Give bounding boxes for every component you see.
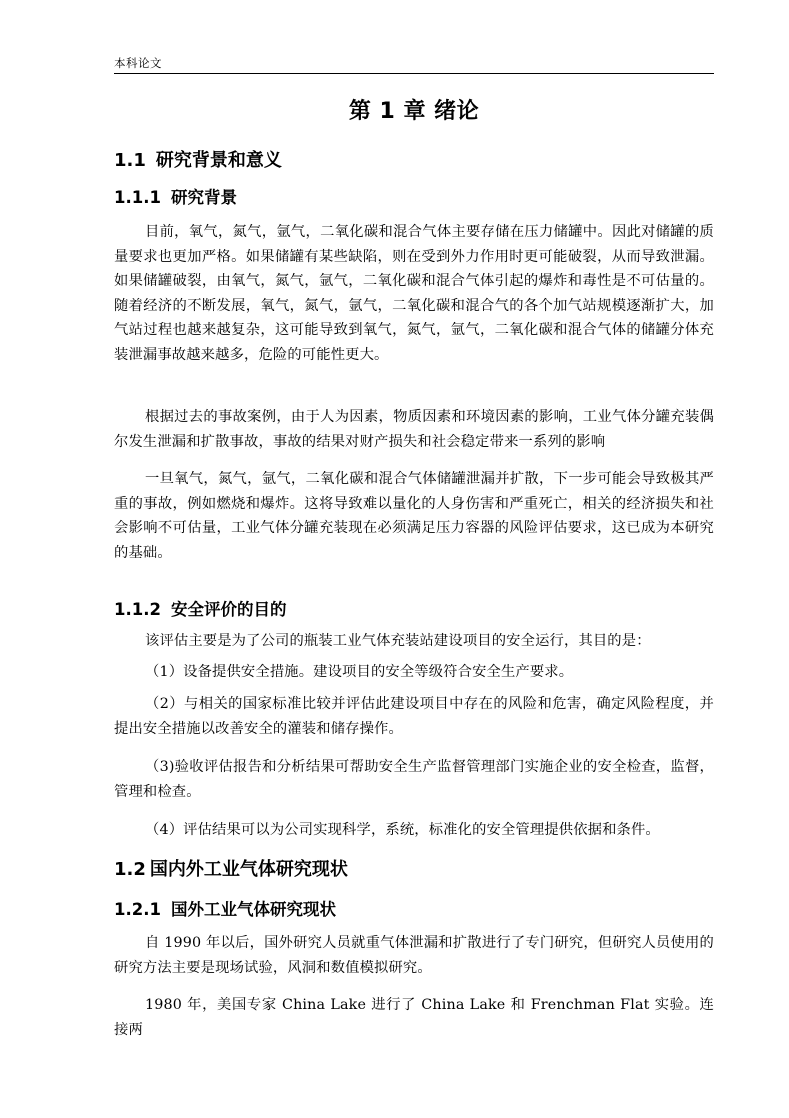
section-heading-1-1 — [114, 146, 282, 172]
subsection-title: 国外工业气体研究现状 — [170, 900, 336, 919]
subsection-heading-1-1-1 — [114, 184, 237, 208]
paragraph-purpose-intro: 该评估主要是为了公司的瓶装工业气体充装站建设项目的安全运行，其目的是： — [145, 633, 651, 649]
subsection-number: 1.1.2 — [114, 600, 161, 619]
list-item-purpose-3: （3)验收评估报告和分析结果可帮助安全生产监督管理部门实施企业的安全检查，监督，管理和检查。 — [114, 759, 714, 800]
section-title: 研究背景和意义 — [155, 150, 282, 171]
paragraph-background-1: 目前，氧气，氮气，氩气，二氧化碳和混合气体主要存储在压力储罐中。因此对储罐的质量要求也更加严格。如果储罐有某些缺陷，则在受到外力作用时更可能破裂，从而导致泄漏。如果储罐破裂，由氧气，氮气，氩气，二氧化碳和混合气体引起的爆炸和毒性是不可估量的。随着经济的不断发展，氧气，氮气，氩气，二氧化碳和混合气的各个加气站规模逐渐扩大，加气站过程也越来越复杂，这可能导致到氧气，氮气，氩气，二氧化碳和混合气体的储罐分体充装泄漏事故越来越多，危险的可能性更大。 — [114, 224, 714, 363]
list-item-purpose-2: （2）与相关的国家标准比较并评估此建设项目中存在的风险和危害，确定风险程度，并提出安全措施以改善安全的灌装和储存操作。 — [114, 696, 714, 737]
paragraph-background-2: 根据过去的事故案例，由于人为因素，物质因素和环境因素的影响，工业气体分罐充装偶尔发生泄漏和扩散事故，事故的结果对财产损失和社会稳定带来一系列的影响 — [114, 409, 714, 450]
section-title: 国内外工业气体研究现状 — [149, 859, 348, 880]
paragraph-foreign-research-1: 自 1990 年以后，国外研究人员就重气体泄漏和扩散进行了专门研究，但研究人员使用的研究方法主要是现场试验，风洞和数值模拟研究。 — [114, 935, 714, 976]
section-heading-1-2 — [114, 855, 348, 881]
section-number: 1.1 — [114, 150, 146, 171]
chapter-title: 第 1 章 绪论 — [348, 99, 480, 124]
list-item-purpose-1: （1）设备提供安全措施。建设项目的安全等级符合安全生产要求。 — [145, 664, 574, 680]
header-rule — [114, 73, 714, 74]
subsection-number: 1.1.1 — [114, 188, 161, 207]
subsection-title: 安全评价的目的 — [170, 600, 287, 619]
paragraph-foreign-research-2: 1980 年，美国专家 China Lake 进行了 China Lake 和 Frenchman Flat 实验。连接两 — [114, 997, 714, 1038]
running-head: 本科论文 — [114, 56, 162, 70]
subsection-heading-1-1-2 — [114, 596, 286, 620]
section-number: 1.2 — [114, 859, 146, 880]
list-item-purpose-4: （4）评估结果可以为公司实现科学，系统，标准化的安全管理提供依据和条件。 — [145, 822, 660, 838]
subsection-title: 研究背景 — [170, 188, 237, 207]
subsection-heading-1-2-1 — [114, 896, 336, 920]
paragraph-background-3: 一旦氧气，氮气，氩气，二氧化碳和混合气体储罐泄漏并扩散，下一步可能会导致极其严重的事故，例如燃烧和爆炸。这将导致难以量化的人身伤害和严重死亡，相关的经济损失和社会影响不可估量，工业气体分罐充装现在必须满足压力容器的风险评估要求，这已成为本研究的基础。 — [114, 471, 714, 561]
subsection-number: 1.2.1 — [114, 900, 161, 919]
